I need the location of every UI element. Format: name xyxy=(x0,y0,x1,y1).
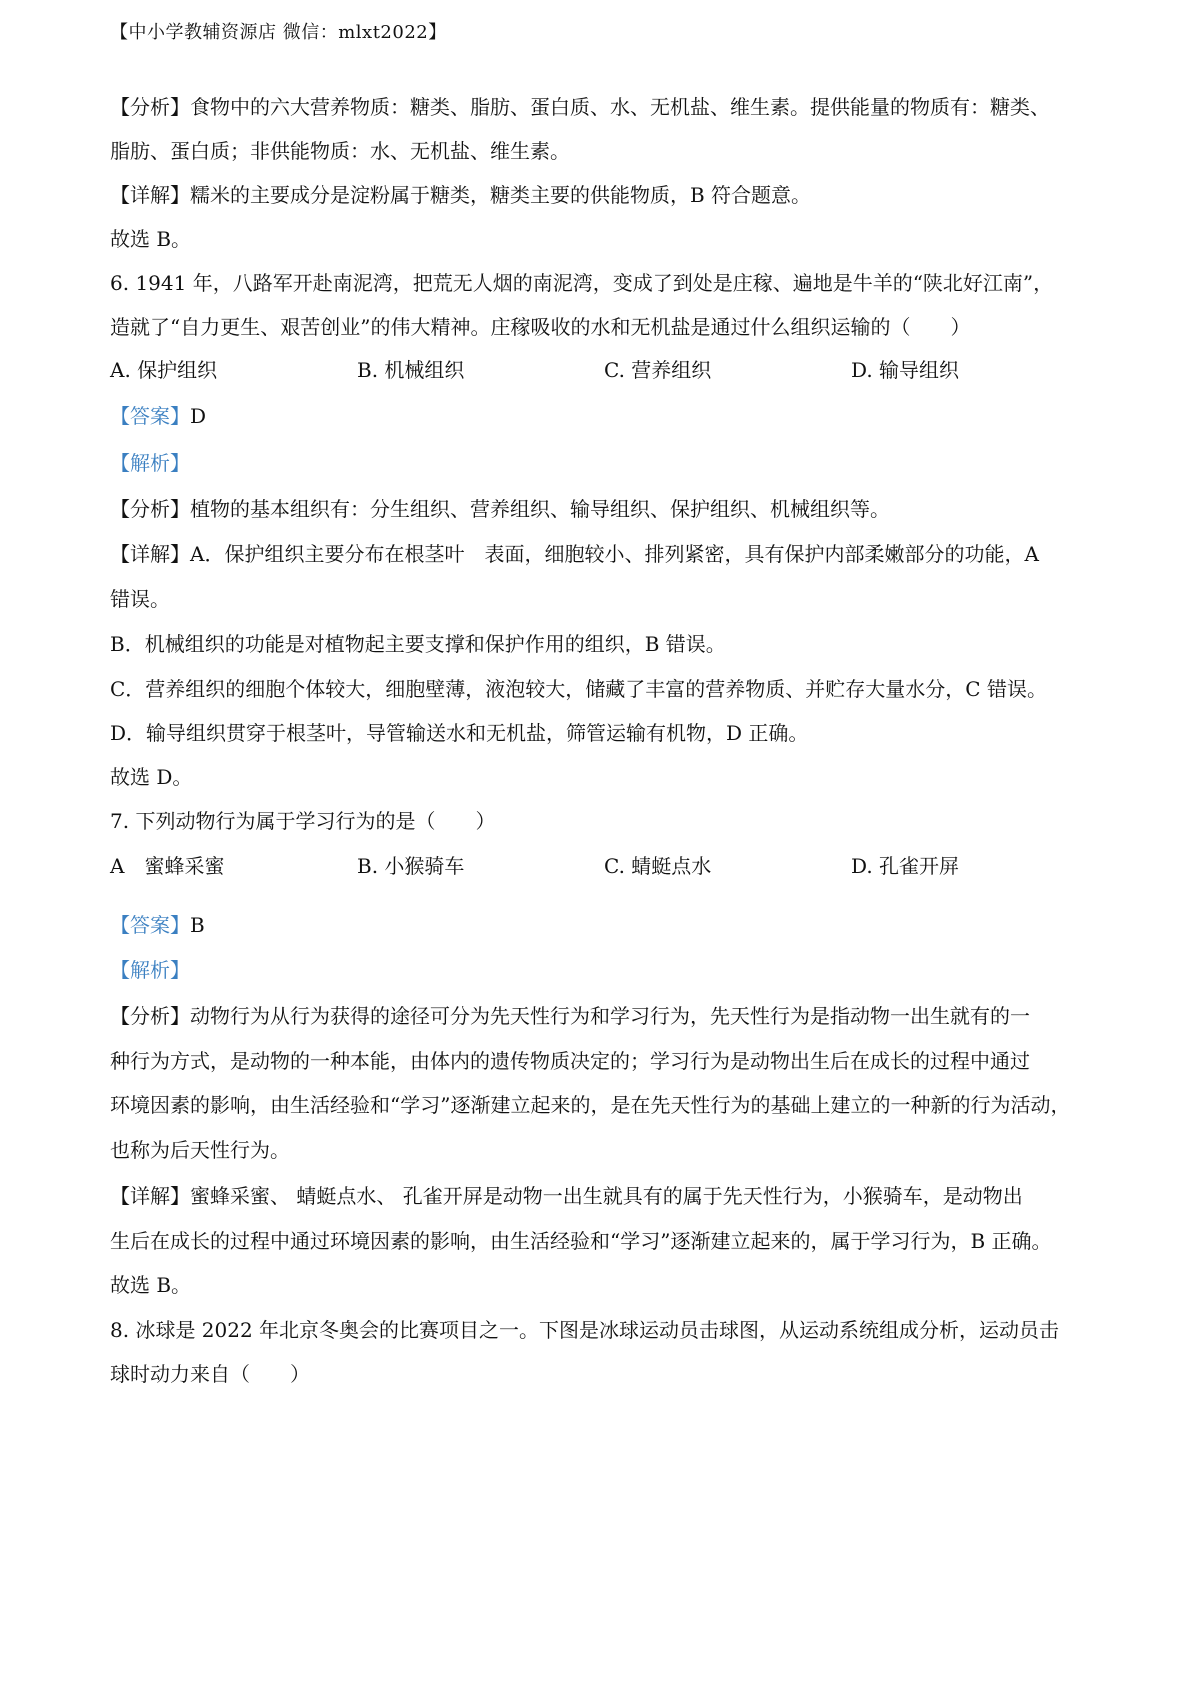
q6-option-b: B. 机械组织 xyxy=(357,358,465,382)
q6-detail-line4: C．营养组织的细胞个体较大，细胞壁薄，液泡较大，储藏了丰富的营养物质、并贮存大量水分，C 错误。 xyxy=(110,677,1047,701)
detail-tag: 【详解】 xyxy=(110,183,190,207)
q7-detail xyxy=(110,1182,1100,1210)
answer-value: B xyxy=(190,913,205,937)
q7-analysis-line3: 环境因素的影响，由生活经验和“学习”逐渐建立起来的，是在先天性行为的基础上建立的一种新的行为活动， xyxy=(110,1093,1071,1117)
detail-tag: 【详解】 xyxy=(110,1184,190,1208)
q8-stem-line2: 球时动力来自（ ） xyxy=(110,1362,310,1386)
analysis-text: 动物行为从行为获得的途径可分为先天性行为和学习行为，先天性行为是指动物一出生就有的一 xyxy=(190,1004,1030,1028)
q6-explain-tag: 【解析】 xyxy=(110,451,190,475)
q6-option-d: D. 输导组织 xyxy=(851,358,960,382)
q7-detail-line2: 生后在成长的过程中通过环境因素的影响，由生活经验和“学习”逐渐建立起来的，属于学习行为，B 正确。 xyxy=(110,1229,1052,1253)
q7-option-b: B. 小猴骑车 xyxy=(357,854,465,878)
q6-stem-line2: 造就了“自力更生、艰苦创业”的伟大精神。庄稼吸收的水和无机盐是通过什么组织运输的（ ） xyxy=(110,315,971,339)
q7-explain-tag: 【解析】 xyxy=(110,958,190,982)
q7-answer xyxy=(110,911,1100,939)
q6-detail-line5: D．输导组织贯穿于根茎叶，导管输送水和无机盐，筛管运输有机物，D 正确。 xyxy=(110,721,809,745)
answer-value: D xyxy=(190,404,207,428)
analysis-text: 食物中的六大营养物质：糖类、脂肪、蛋白质、水、无机盐、维生素。提供能量的物质有：糖类、 xyxy=(190,95,1050,119)
q6-conclusion: 故选 D。 xyxy=(110,765,193,789)
answer-tag: 【答案】 xyxy=(110,913,190,937)
q7-stem: 7. 下列动物行为属于学习行为的是（ ） xyxy=(110,809,496,833)
analysis-text-cont: 脂肪、蛋白质；非供能物质：水、无机盐、维生素。 xyxy=(110,139,570,163)
q6-detail xyxy=(110,540,1100,568)
q7-analysis-line4: 也称为后天性行为。 xyxy=(110,1138,290,1162)
q6-detail-line2: 错误。 xyxy=(110,587,170,611)
q7-option-d: D. 孔雀开屏 xyxy=(851,854,960,878)
q6-analysis xyxy=(110,495,1100,523)
q7-option-a: A 蜜蜂采蜜 xyxy=(110,854,225,878)
analysis-tag: 【分析】 xyxy=(110,95,190,119)
detail-text: 蜜蜂采蜜、 蜻蜓点水、 孔雀开屏是动物一出生就具有的属于先天性行为，小猴骑车，是动物出 xyxy=(190,1184,1023,1208)
detail-paragraph xyxy=(110,181,1100,209)
page-header: 【中小学教辅资源店 微信：mlxt2022】 xyxy=(110,22,447,43)
q6-stem-line1: 6. 1941 年，八路军开赴南泥湾，把荒无人烟的南泥湾，变成了到处是庄稼、遍地是牛羊的“陕北好江南”， xyxy=(110,271,1054,295)
analysis-tag: 【分析】 xyxy=(110,497,190,521)
detail-text: A．保护组织主要分布在根茎叶 表面，细胞较小、排列紧密，具有保护内部柔嫩部分的功能，A xyxy=(190,542,1039,566)
q7-analysis-line2: 种行为方式，是动物的一种本能，由体内的遗传物质决定的；学习行为是动物出生后在成长的过程中通过 xyxy=(110,1049,1030,1073)
q7-option-c: C. 蜻蜓点水 xyxy=(604,854,712,878)
analysis-text: 植物的基本组织有：分生组织、营养组织、输导组织、保护组织、机械组织等。 xyxy=(190,497,890,521)
analysis-paragraph xyxy=(110,93,1100,121)
q6-answer xyxy=(110,402,1100,430)
q6-detail-line3: B．机械组织的功能是对植物起主要支撑和保护作用的组织，B 错误。 xyxy=(110,632,726,656)
conclusion: 故选 B。 xyxy=(110,227,192,251)
detail-text: 糯米的主要成分是淀粉属于糖类，糖类主要的供能物质，B 符合题意。 xyxy=(190,183,812,207)
q6-option-a: A. 保护组织 xyxy=(110,358,218,382)
q8-stem-line1: 8. 冰球是 2022 年北京冬奥会的比赛项目之一。下图是冰球运动员击球图，从运动系统组成分析，运动员击 xyxy=(110,1318,1060,1342)
detail-tag: 【详解】 xyxy=(110,542,190,566)
q7-conclusion: 故选 B。 xyxy=(110,1273,192,1297)
q6-option-c: C. 营养组织 xyxy=(604,358,712,382)
q7-analysis xyxy=(110,1002,1100,1030)
answer-tag: 【答案】 xyxy=(110,404,190,428)
analysis-tag: 【分析】 xyxy=(110,1004,190,1028)
